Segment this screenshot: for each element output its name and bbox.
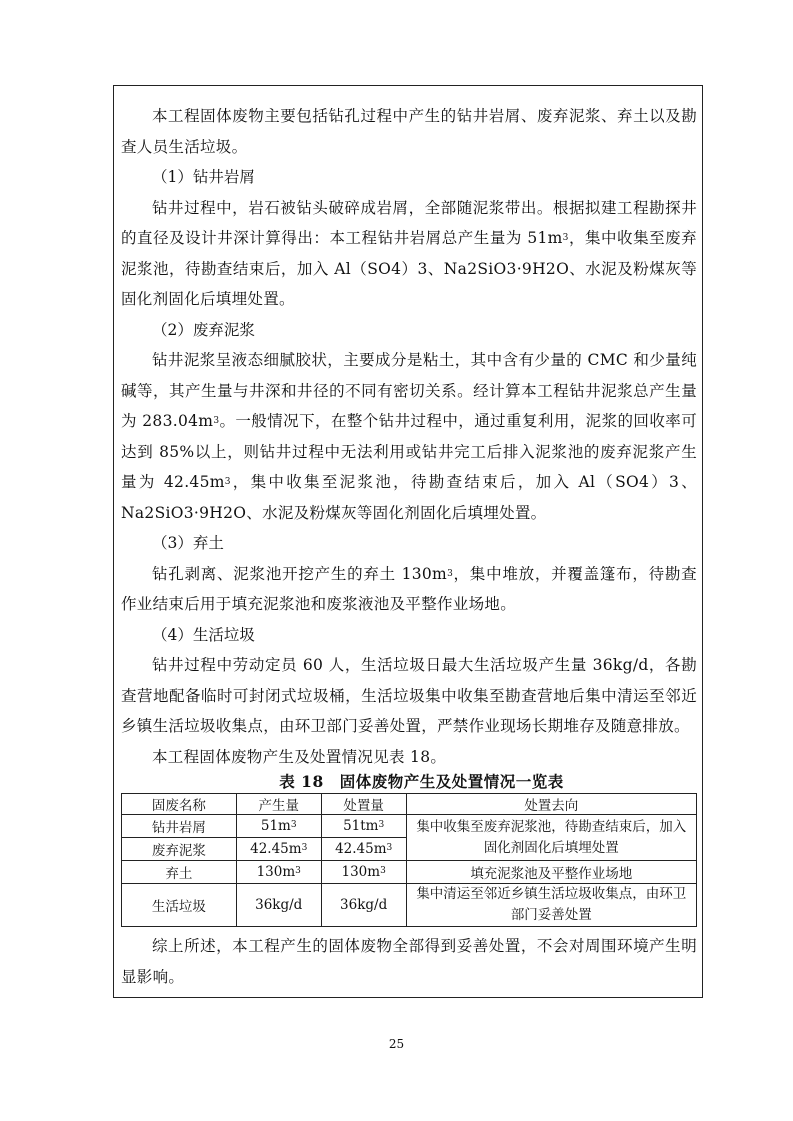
cell-destination-merged: 集中收集至废弃泥浆池，待勘查结束后，加入固化剂固化后填埋处置 bbox=[406, 815, 696, 861]
cell-disposed: $42.45m^3$ bbox=[321, 838, 406, 861]
cell-produced: $51m^3$ bbox=[236, 815, 321, 838]
cell-name: 废弃泥浆 bbox=[122, 838, 237, 861]
section-heading-domestic-waste: （4）生活垃圾 bbox=[152, 625, 255, 644]
cell-destination: 填充泥浆池及平整作业场地 bbox=[406, 861, 696, 884]
paragraph-domestic-waste: 钻井过程中劳动定员 60 人，生活垃圾日最大生活垃圾产生量 36kg/d，各勘查营地配备临时可封闭式垃圾桶，生活垃圾集中收集至勘查营地后集中清运至邻近乡镇生活垃圾收集点，由环卫部门妥善处置，严禁作业现场长期堆存及随意排放。 bbox=[121, 656, 697, 735]
cell-name: 钻井岩屑 bbox=[122, 815, 237, 838]
solid-waste-table bbox=[121, 793, 697, 927]
header-destination: 处置去向 bbox=[406, 794, 696, 815]
page-number: 25 bbox=[388, 1037, 405, 1051]
cell-disposed: $51tm^3$ bbox=[321, 815, 406, 838]
cell-name: 生活垃圾 bbox=[122, 884, 237, 927]
intro-paragraph: 本工程固体废物主要包括钻孔过程中产生的钻井岩屑、废弃泥浆、弃土以及勘查人员生活垃圾。 bbox=[121, 107, 697, 156]
cell-disposed: $130m^3$ bbox=[321, 861, 406, 884]
table-reference: 本工程固体废物产生及处置情况见表 18。 bbox=[152, 747, 447, 766]
paragraph-spoil: 钻孔剥离、泥浆池开挖产生的弃土 $130m^3$，集中堆放，并覆盖篷布，待勘查作业结束后用于填充泥浆池和废浆液池及平整作业场地。 bbox=[121, 564, 697, 613]
section-heading-spoil: （3）弃土 bbox=[152, 534, 224, 552]
table-row bbox=[122, 884, 697, 927]
table-row bbox=[122, 861, 697, 884]
paragraph-waste-mud: 钻井泥浆呈液态细腻胶状，主要成分是粘土，其中含有少量的 CMC 和少量纯碱等，其产生量与井深和井径的不同有密切关系。经计算本工程钻井泥浆总产生量为 $283.04m^3$。一般情况下，在整个钻井过程中，通过重复利用，泥浆的回收率可达到 85%以上，则钻井过程中无法利用或钻井完工后排入泥浆池的废弃泥浆产生量为 $42.45m^3$，集中收集至泥浆池，待勘查结束后，加入 Al（SO4）3、Na2SiO3·9H2O、水泥及粉煤灰等固化剂固化后填埋处置。 bbox=[121, 351, 698, 522]
cell-produced: $130m^3$ bbox=[236, 861, 321, 884]
content-frame bbox=[113, 85, 703, 998]
paragraph-drill-cuttings: 钻井过程中，岩石被钻头破碎成岩屑，全部随泥浆带出。根据拟建工程勘探井的直径及设计井深计算得出：本工程钻井岩屑总产生量为 $51m^3$，集中收集至废弃泥浆池，待勘查结束后，加入 Al（SO4）3、Na2SiO3·9H2O、水泥及粉煤灰等固化剂固化后填埋处置。 bbox=[121, 198, 697, 308]
cell-disposed: 36kg/d bbox=[321, 884, 406, 927]
cell-destination: 集中清运至邻近乡镇生活垃圾收集点，由环卫部门妥善处置 bbox=[406, 884, 696, 927]
table-row bbox=[122, 815, 697, 838]
document-body bbox=[121, 101, 697, 992]
conclusion-paragraph: 综上所述，本工程产生的固体废物全部得到妥善处置，不会对周围环境产生明显影响。 bbox=[121, 937, 697, 986]
table-title: 表 18 固体废物产生及处置情况一览表 bbox=[279, 772, 564, 791]
section-heading-waste-mud: （2）废弃泥浆 bbox=[152, 320, 255, 339]
header-disposed: 处置量 bbox=[321, 794, 406, 815]
cell-produced: $42.45m^3$ bbox=[236, 838, 321, 861]
section-heading-drill-cuttings: （1）钻井岩屑 bbox=[152, 168, 255, 186]
table-header-row bbox=[122, 794, 697, 815]
cell-produced: 36kg/d bbox=[236, 884, 321, 927]
header-produced: 产生量 bbox=[236, 794, 321, 815]
cell-name: 弃土 bbox=[122, 861, 237, 884]
header-name: 固废名称 bbox=[122, 794, 237, 815]
